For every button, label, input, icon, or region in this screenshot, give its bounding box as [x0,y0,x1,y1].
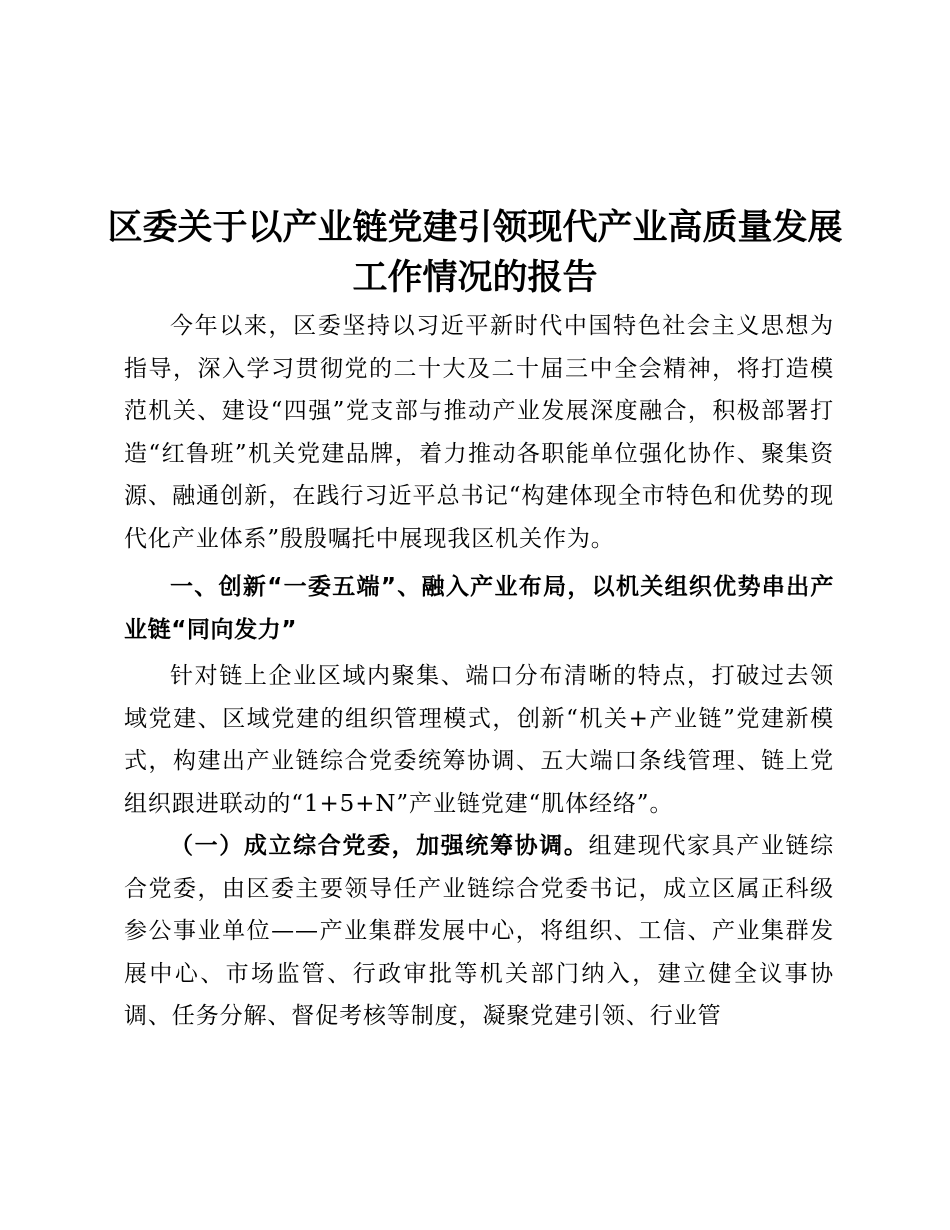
subsection-one-lead: （一）成立综合党委，加强统筹协调。 [170,832,589,859]
intro-paragraph: 今年以来，区委坚持以习近平新时代中国特色社会主义思想为指导，深入学习贯彻党的二十大及二十届三中全会精神，将打造模范机关、建设“四强”党支部与推动产业发展深度融合，积极部署打造“红鲁班”机关党建品牌，着力推动各职能单位强化协作、聚集资源、融通创新，在践行习近平总书记“构建体现全市特色和优势的现代化产业体系”殷殷嘱托中展现我区机关作为。 [124,313,834,552]
subsection-one-text: 组建现代家具产业链综合党委，由区委主要领导任产业链综合党委书记，成立区属正科级参公事业单位——产业集群发展中心，将组织、工信、产业集群发展中心、市场监管、行政审批等机关部门纳入，建立健全议事协调、任务分解、督促考核等制度，凝聚党建引领、行业管 [124,833,834,1029]
section-one-paragraph: 针对链上企业区域内聚集、端口分布清晰的特点，打破过去领域党建、区域党建的组织管理模式，创新“机关+产业链”党建新模式，构建出产业链综合党委统筹协调、五大端口条线管理、链上党组织跟进联动的“1+5+N”产业链党建“肌体经络”。 [124,663,834,817]
section-one-heading: 一、创新“一委五端”、融入产业布局，以机关组织优势串出产业链“同向发力” [124,574,834,643]
document-title: 区委关于以产业链党建引领现代产业高质量发展工作情况的报告 [107,207,843,298]
subsection-one-paragraph [124,825,834,1038]
